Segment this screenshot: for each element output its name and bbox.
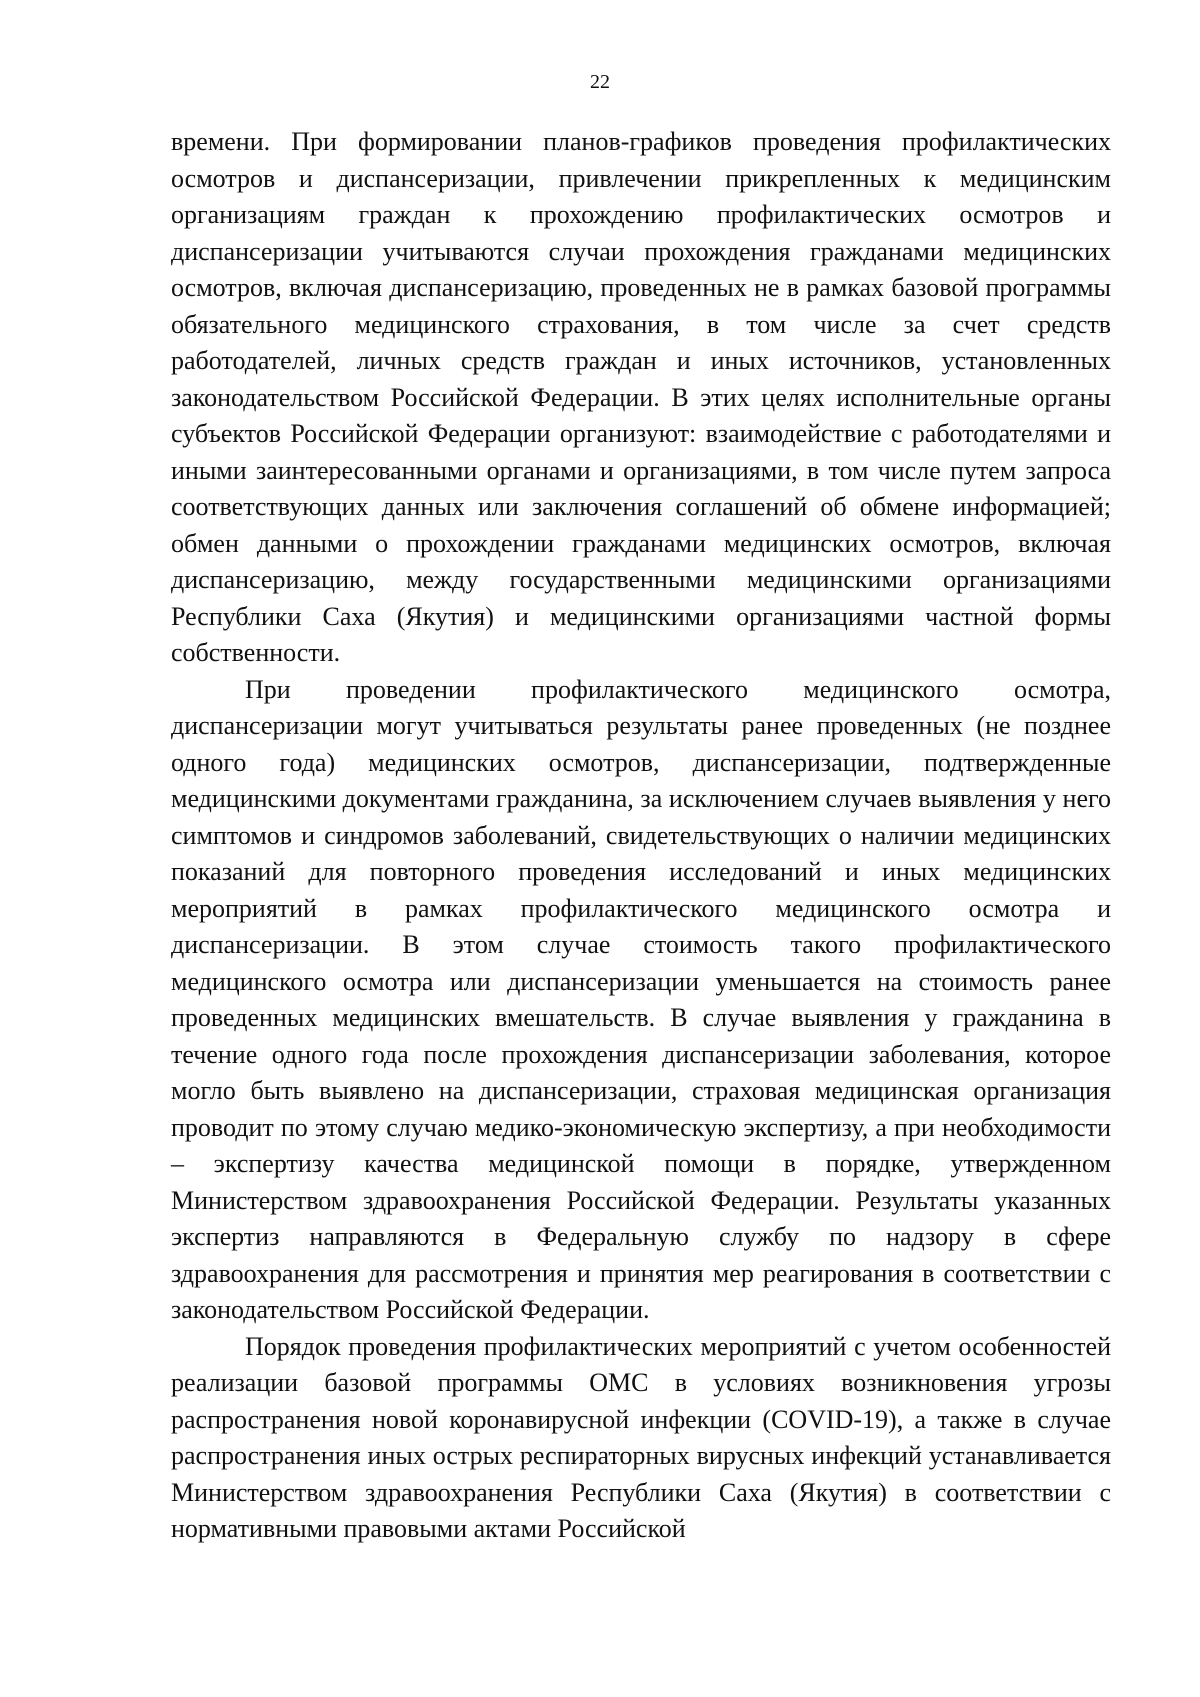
paragraph-prior-results: При проведении профилактического медицинского осмотра, диспансеризации могут учитываться результаты ранее проведенных (не позднее одного года) медицинских осмотров, диспансеризации, подтвержденные медицинскими документами гражданина, за исключением случаев выявления у него симптомов и синдромов заболеваний, свидетельствующих о наличии медицинских показаний для повторного проведения исследований и иных медицинских мероприятий в рамках профилактического медицинского осмотра и диспансеризации. В этом случае стоимость такого профилактического медицинского осмотра или диспансеризации уменьшается на стоимость ранее проведенных медицинских вмешательств. В случае выявления у гражданина в течение одного года после прохождения диспансеризации заболевания, которое могло быть выявлено на диспансеризации, страховая медицинская организация проводит по этому случаю медико-экономическую экспертизу, а при необходимости – экспертизу качества медицинской помощи в порядке, утвержденном Министерством здравоохранения Российской Федерации. Результаты указанных экспертиз направляются в Федеральную службу по надзору в сфере здравоохранения для рассмотрения и принятия мер реагирования в соответствии с законодательством Российской Федерации. xyxy=(171,674,1111,1324)
document-body xyxy=(171,124,1111,1548)
page-number: 22 xyxy=(590,71,610,93)
paragraph-covid-procedure: Порядок проведения профилактических мероприятий с учетом особенностей реализации базовой программы ОМС в условиях возникновения угрозы распространения новой коронавирусной инфекции (COVID-19), а также в случае распространения иных острых респираторных вирусных инфекций устанавливается Министерством здравоохранения Республики Саха (Якутия) в соответствии с нормативными правовыми актами Российской xyxy=(171,1331,1111,1543)
paragraph-continued: времени. При формировании планов-графиков проведения профилактических осмотров и диспансеризации, привлечении прикрепленных к медицинским организациям граждан к прохождению профилактических осмотров и диспансеризации учитываются случаи прохождения гражданами медицинских осмотров, включая диспансеризацию, проведенных не в рамках базовой программы обязательного медицинского страхования, в том числе за счет средств работодателей, личных средств граждан и иных источников, установленных законодательством Российской Федерации. В этих целях исполнительные органы субъектов Российской Федерации организуют: взаимодействие с работодателями и иными заинтересованными органами и организациями, в том числе путем запроса соответствующих данных или заключения соглашений об обмене информацией; обмен данными о прохождении гражданами медицинских осмотров, включая диспансеризацию, между государственными медицинскими организациями Республики Саха (Якутия) и медицинскими организациями частной формы собственности. xyxy=(171,127,1111,667)
